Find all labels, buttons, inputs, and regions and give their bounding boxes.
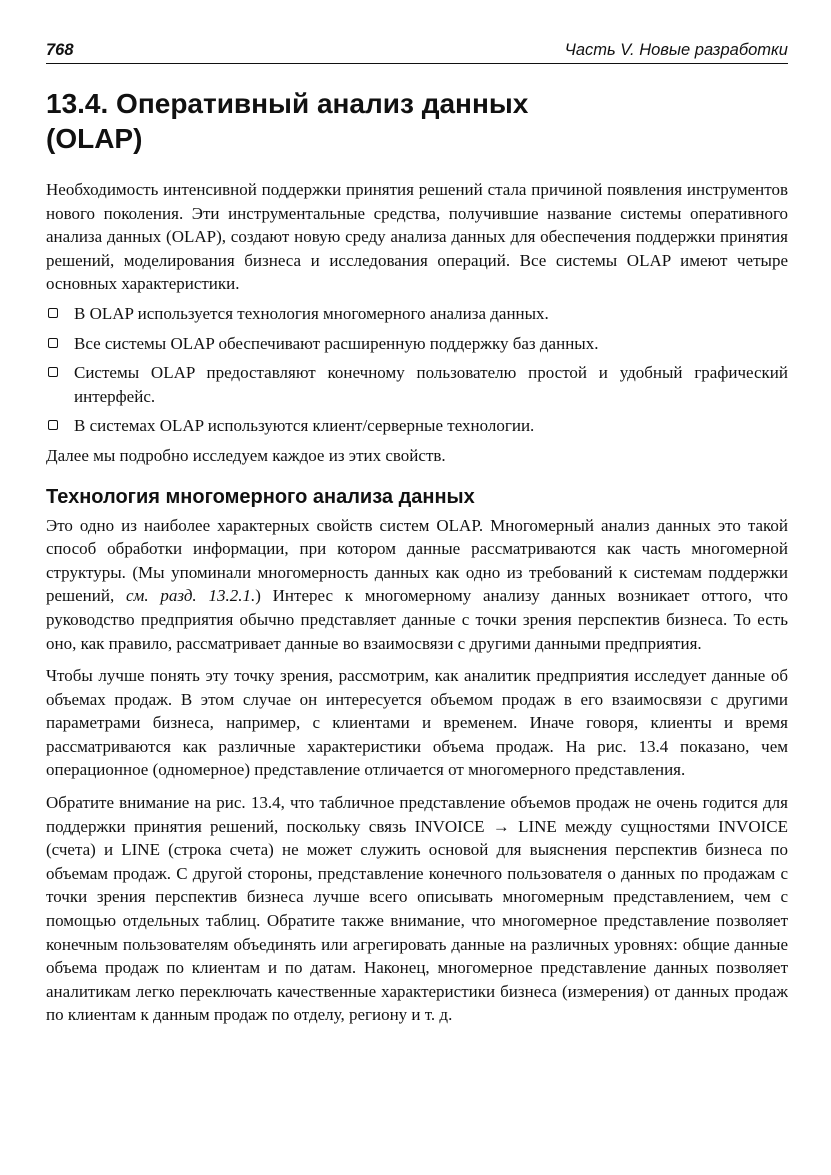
paragraph-1-text-b: ) Интерес к многомерному анализу данных возникает оттого, что руководство предприятия обычно представляет данные с точки зрения перспектив бизнеса. То есть оно, как правило, рассматривает данные во взаимосвязи с другими данными предприятия.	[46, 586, 788, 653]
list-item	[46, 361, 788, 408]
square-bullet-icon	[48, 338, 58, 348]
square-bullet-icon	[48, 308, 58, 318]
list-item-text: В OLAP используется технология многомерного анализа данных.	[74, 303, 549, 323]
paragraph-1	[46, 514, 788, 656]
chapter-title: 13.4. Оперативный анализ данных (OLAP)	[46, 88, 529, 154]
section-body	[46, 514, 788, 1027]
book-page	[46, 34, 788, 1027]
paragraph-3: Обратите внимание на рис. 13.4, что табличное представление объемов продаж не очень годится для поддержки принятия решений, поскольку связь INVOICE → LINE между сущностями INVOICE (счета) и LINE (строка счета) не может служить основой для выяснения перспектив бизнеса по объемам продаж. С другой стороны, представление конечного пользователя о данных по продажам с точки зрения перспектив бизнеса лучше всего описывать многомерным представлением, чем с помощью отдельных таблиц. Обратите также внимание, что многомерное представление позволяет конечным пользователям объединять или агрегировать данные на различных уровнях: общие данные объема продаж по клиентам и по датам. Наконец, многомерное представление данных позволяет аналитикам легко переключать качественные характеристики бизнеса (измерения) от данных продаж по клиентам к данным продаж по отделу, региону и т. д.	[46, 793, 788, 1025]
page-number: 768	[46, 41, 74, 59]
square-bullet-icon	[48, 420, 58, 430]
feature-list	[46, 302, 788, 438]
running-header	[46, 34, 788, 64]
section-title: Технология многомерного анализа данных	[46, 485, 475, 508]
list-item-text: Все системы OLAP обеспечивают расширенную поддержку баз данных.	[74, 333, 599, 353]
section-reference: см. разд. 13.2.1.	[126, 586, 256, 606]
after-list-paragraph: Далее мы подробно исследуем каждое из этих свойств.	[46, 445, 446, 465]
list-item-text: Системы OLAP предоставляют конечному пользователю простой и удобный графический интерфейс.	[74, 363, 788, 406]
list-item	[46, 414, 788, 438]
part-title: Часть V. Новые разработки	[564, 41, 788, 59]
paragraph-1-text-a: Это одно из наиболее характерных свойств систем OLAP. Многомерный анализ данных это такой способ обработки информации, при котором данные рассматриваются как часть многомерной структуры. (Мы упоминали многомерность данных как одно из требований к системам поддержки решений,	[46, 515, 788, 606]
list-item-text: В системах OLAP используются клиент/серверные технологии.	[74, 416, 535, 436]
paragraph-2: Чтобы лучше понять эту точку зрения, рассмотрим, как аналитик предприятия исследует данные об объемах продаж. В этом случае он интересуется объемом продаж в его взаимосвязи с другими параметрами бизнеса, например, с клиентами и временем. Иначе говоря, клиенты и время рассматриваются как различные характеристики объема продаж. На рис. 13.4 показано, чем операционное (одномерное) представление отличается от многомерного представления.	[46, 666, 788, 780]
intro-paragraph: Необходимость интенсивной поддержки принятия решений стала причиной появления инструментов нового поколения. Эти инструментальные средства, получившие название системы оперативного анализа данных (OLAP), создают новую среду анализа данных для обеспечения поддержки принятия решений, моделирования бизнеса и исследования операций. Все системы OLAP имеют четыре основных характеристики.	[46, 180, 788, 294]
list-item	[46, 302, 788, 326]
list-item	[46, 332, 788, 356]
square-bullet-icon	[48, 367, 58, 377]
